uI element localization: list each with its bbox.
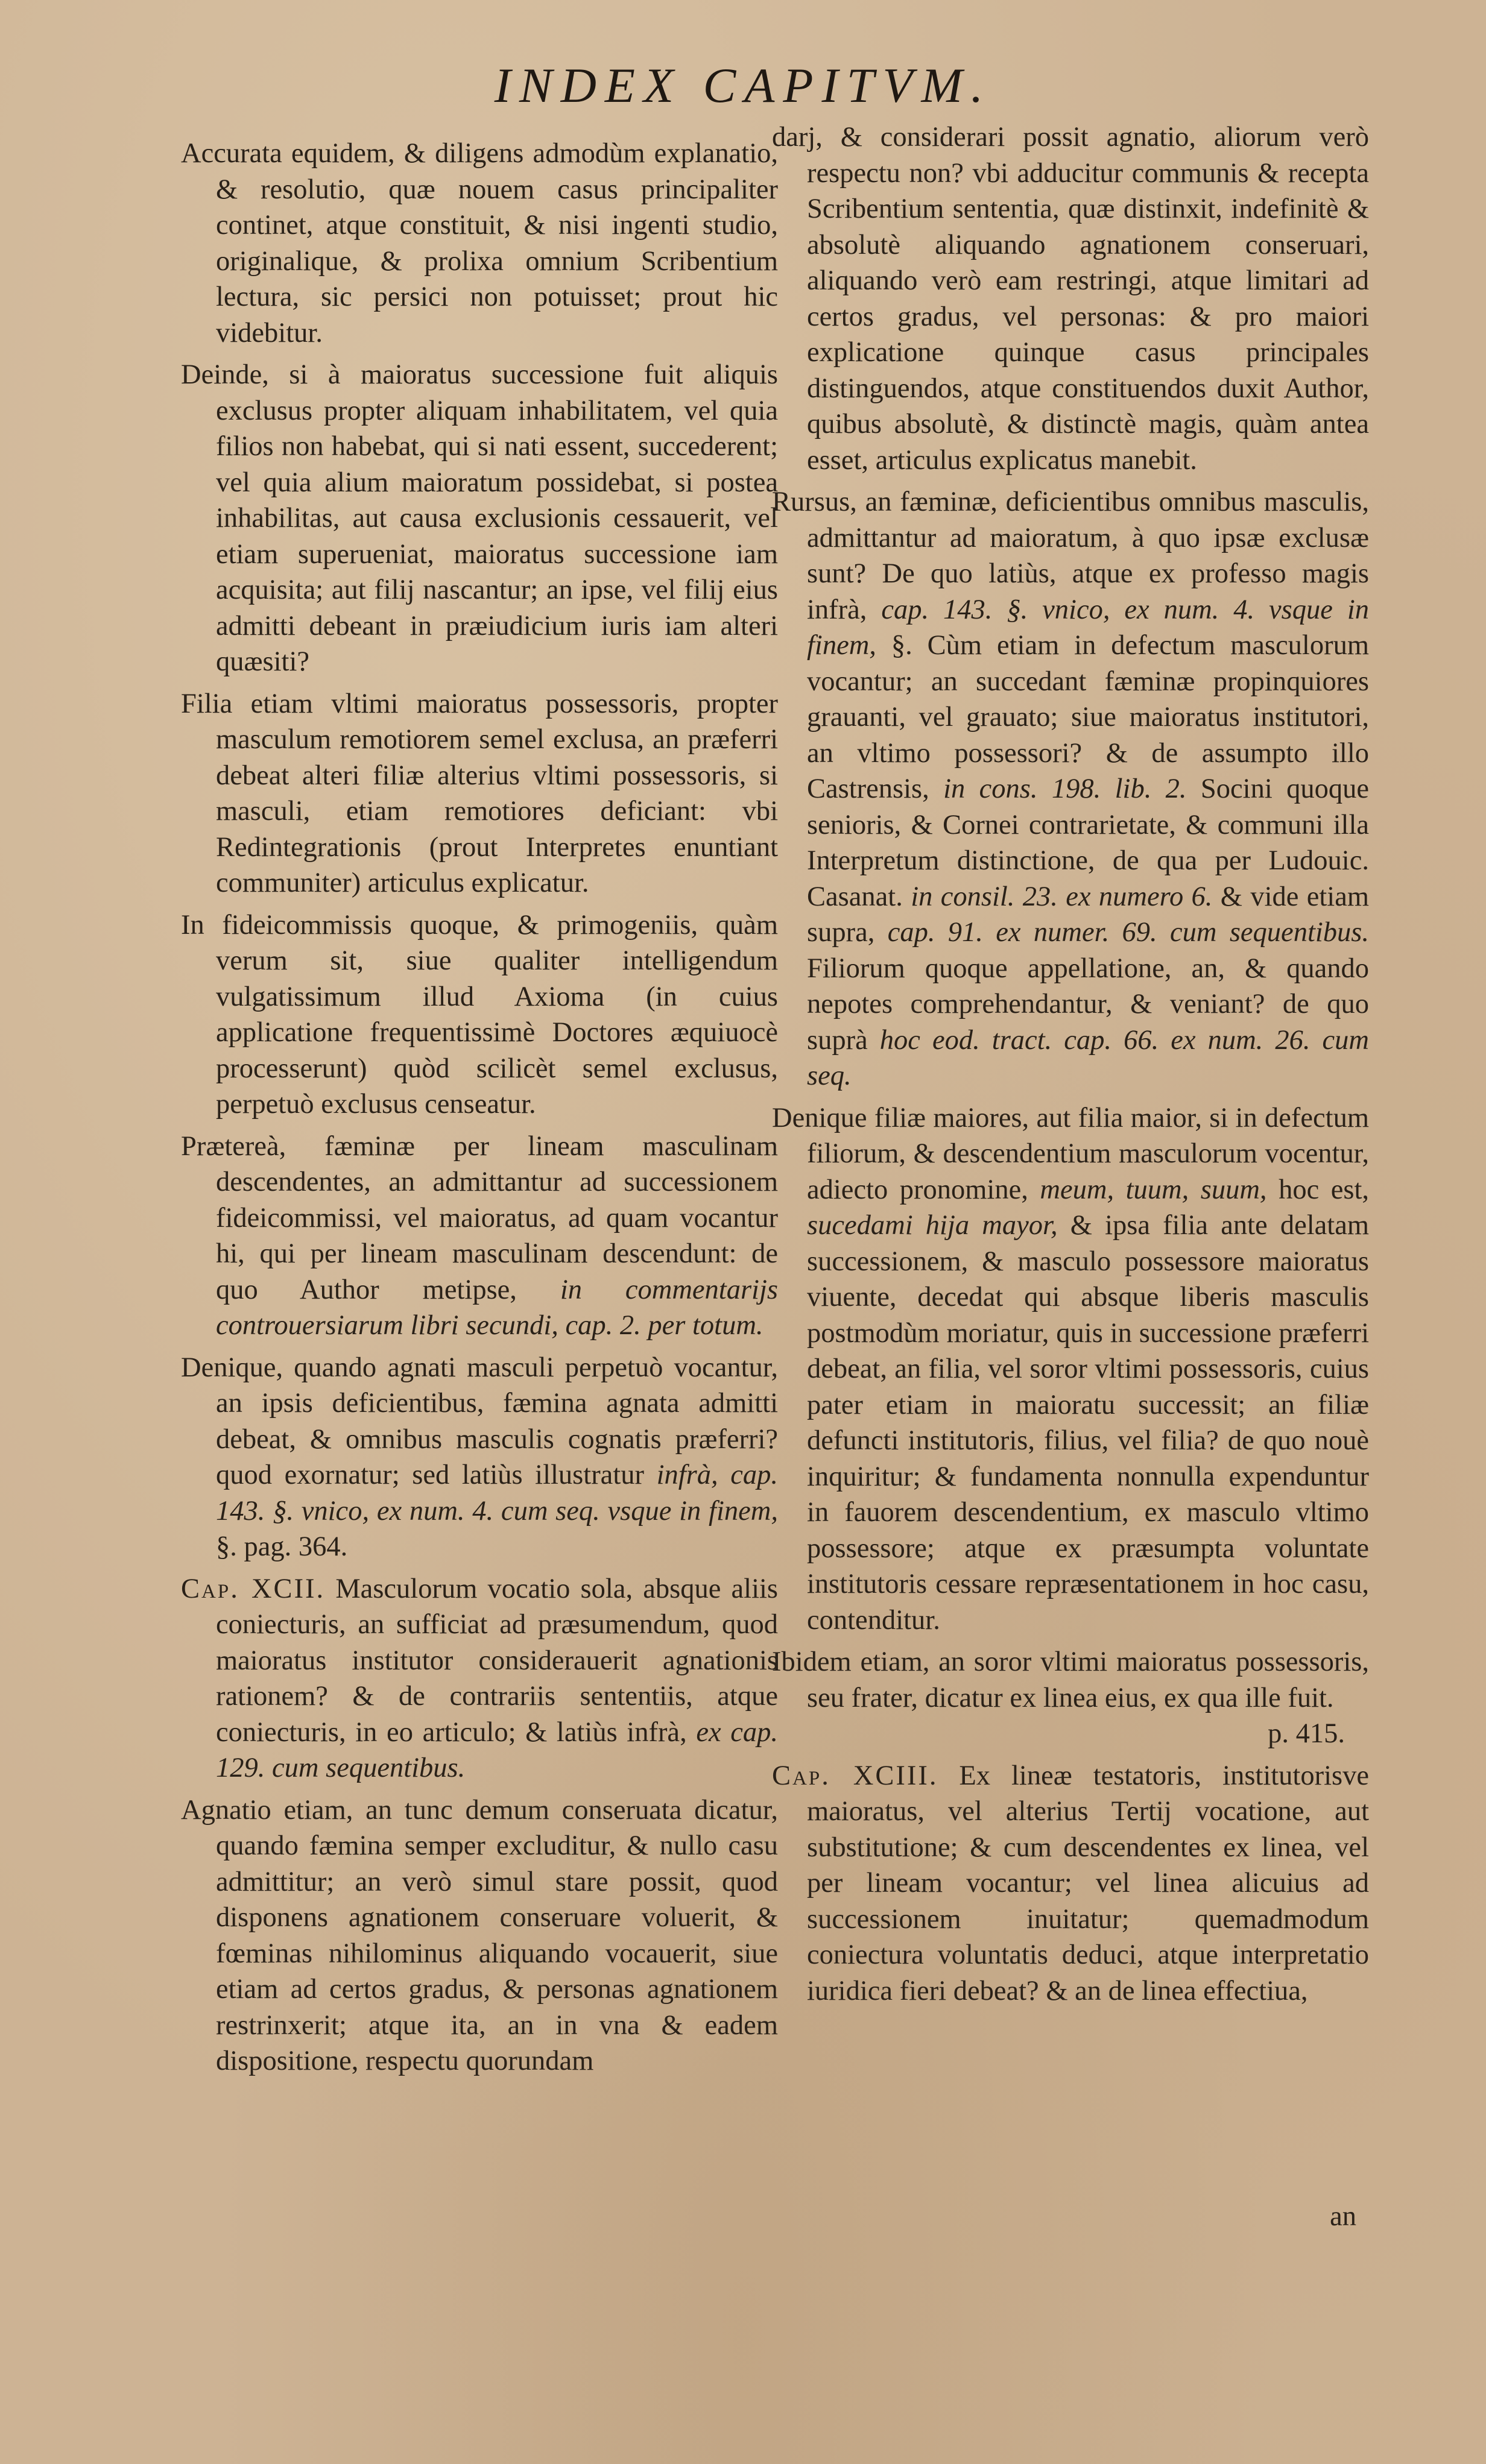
entry-text: Deinde, si à maioratus successione fuit aliquis exclusus propter aliquam inhabilitatem, vel quia filios non habebat, qui si nati essent, succederent; vel quia alium maioratum possidebat, si postea inhabilitas, aut causa exclusionis cessauerit, vel etiam superueniat, maioratus successione iam acquisita; aut filij nascantur; an ipse, vel filij eius admitti debeant in præiudicium iuris iam alteri quæsiti? xyxy=(181,359,778,677)
index-entry xyxy=(181,1350,778,1565)
entry-text: Rursus, an fæminæ, deficientibus omnibus masculis, admittantur ad maioratum, à quo ipsæ exclusæ sunt? De quo latiùs, atque ex professo magis infrà, xyxy=(772,487,1369,625)
entry-text: & ipsa filia ante delatam successionem, & masculo possessore maioratus viuente, decedat qui absque liberis masculis postmodùm moriatur, quis in successione præferri debeat, an filia, vel soror vltimi possessoris, cuius pater etiam in maioratu successit; an filiæ defuncti institutoris, filius, vel filia? de quo nouè inquiritur; & fundamenta nonnulla expenduntur in fauorem descendentium, ex masculo vltimo possessore; atque ex præsumpta voluntate institutoris cessare repræsentationem in hoc casu, contenditur. xyxy=(807,1210,1370,1636)
citation: ex cap. 129. cum sequentibus. xyxy=(216,1716,778,1783)
citation: infrà, cap. 143. §. vnico, ex num. 4. cum seq. vsque in finem, xyxy=(216,1460,778,1527)
entry-text: Filiorum quoque appellatione, an, & quando nepotes comprehendantur, & veniant? de quo suprà xyxy=(807,953,1369,1056)
entry-text: Ibidem etiam, an soror vltimi maioratus possessoris, seu frater, dicatur ex linea eius, ex qua ille fuit. xyxy=(772,1646,1369,1713)
citation: meum, tuum, suum, xyxy=(1040,1174,1267,1205)
entry-text: Accurata equidem, & diligens admodùm explanatio, & resolutio, quæ nouem casus principaliter continet, atque constituit, & nisi ingenti studio, originalique, & prolixa omnium Scribentium lectura, sic persici non potuisset; prout hic videbitur. xyxy=(181,138,778,348)
entry-text: Denique filiæ maiores, aut filia maior, si in defectum filiorum, & descendentium masculorum vocentur, adiecto pronomine, xyxy=(772,1102,1369,1205)
entry-text: Ex lineæ testatoris, institutorisve maioratus, vel alterius Tertij vocatione, aut substitutione; & cum descendentes ex linea, vel per lineam vocantur; vel linea alicuius ad successionem inuitatur; quemadmodum coniectura voluntatis deduci, atque interpretatio iuridica fieri debeat? & an de linea effectiua, xyxy=(807,1760,1369,2006)
left-column xyxy=(181,136,778,2085)
entry-text: & vide etiam supra, xyxy=(807,881,1370,948)
chapter-entry xyxy=(772,1758,1369,2009)
index-entry xyxy=(181,686,778,901)
index-entry xyxy=(772,119,1369,478)
right-column xyxy=(772,119,1369,2015)
chapter-entry xyxy=(181,1571,778,1786)
index-entry xyxy=(181,1792,778,2079)
entry-text: Prætereà, fæminæ per lineam masculinam descendentes, an admittantur ad successionem fideicommissi, vel maioratus, ad quam vocantur hi, qui per lineam masculinam descendunt: de quo Author metipse, xyxy=(181,1130,778,1305)
citation: in consil. 23. ex numero 6. xyxy=(911,881,1213,912)
chapter-heading: Cap. XCIII. xyxy=(772,1760,938,1791)
entry-text: Denique, quando agnati masculi perpetuò vocantur, an ipsis deficientibus, fæmina agnata admitti debeat, & omnibus masculis cognatis præferri? quod exornatur; sed latiùs illustratur xyxy=(181,1352,778,1490)
citation: sucedami hija mayor, xyxy=(807,1210,1058,1241)
citation: in cons. 198. lib. 2. xyxy=(943,774,1187,804)
entry-text: hoc est, xyxy=(1279,1174,1370,1205)
catchword: an xyxy=(1330,2201,1356,2232)
entry-text: Filia etiam vltimi maioratus possessoris, propter masculum remotiorem semel exclusa, an præferri debeat alteri filiæ alterius vltimi possessoris, si masculi, etiam remotiores deficiant: vbi Redintegrationis (prout Interpretes enuntiant communiter) articulus explicatur. xyxy=(181,688,778,898)
entry-text: darj, & considerari possit agnatio, aliorum verò respectu non? vbi adducitur communis & recepta Scribentium sententia, quæ distinxit, indefinitè & absolutè aliquando agnationem conseruari, aliquando verò eam restringi, atque limitari ad certos gradus, vel personas: & pro maiori explicatione quinque casus principales distinguendos, atque constituendos duxit Author, quibus absolutè, & distinctè magis, quàm antea esset, articulus explicatus manebit. xyxy=(772,122,1369,476)
chapter-heading: Cap. XCII. xyxy=(181,1573,326,1604)
entry-text: Socini quoque senioris, & Cornei contrarietate, & communi illa Interpretum distinctione, de qua per Ludouic. Casanat. xyxy=(807,774,1370,912)
citation: cap. 91. ex numer. 69. cum sequentibus. xyxy=(887,917,1369,948)
citation: cap. 143. §. vnico, ex num. 4. vsque in finem, xyxy=(807,594,1369,661)
citation: in commentarijs controuersiarum libri secundi, cap. 2. per totum. xyxy=(216,1274,778,1341)
index-entry xyxy=(181,357,778,680)
index-entry xyxy=(772,1100,1369,1639)
index-entry xyxy=(772,1644,1369,1752)
entry-text: §. pag. 364. xyxy=(216,1531,348,1562)
index-entry xyxy=(772,484,1369,1094)
index-entry xyxy=(181,136,778,351)
citation: hoc eod. tract. cap. 66. ex num. 26. cum seq. xyxy=(807,1024,1370,1091)
index-entry xyxy=(181,1129,778,1344)
entry-text: In fideicommissis quoque, & primogeniis, quàm verum sit, siue qualiter intelligendum vulgatissimum illud Axioma (in cuius applicatione frequentissimè Doctores æquiuocè processerunt) quòd scilicèt semel exclusus, perpetuò exclusus censeatur. xyxy=(181,909,778,1120)
entry-text: Agnatio etiam, an tunc demum conseruata dicatur, quando fæmina semper excluditur, & nullo casu admittitur; an verò simul stare possit, quod disponens agnationem conseruare voluerit, & fœminas nihilominus aliquando vocauerit, siue etiam ad certos gradus, & personas agnationem restrinxerit; atque ita, an in vna & eadem dispositione, respectu quorundam xyxy=(181,1794,778,2076)
entry-text: Masculorum vocatio sola, absque aliis coniecturis, an sufficiat ad præsumendum, quod maioratus institutor considerauerit agnationis rationem? & de contrariis sententiis, atque coniecturis, in eo articulo; & latiùs infrà, xyxy=(216,1573,778,1748)
index-entry xyxy=(181,907,778,1123)
page-reference: p. 415. xyxy=(1268,1718,1345,1749)
page-title: INDEX CAPITVM. xyxy=(494,58,992,113)
entry-text: §. Cùm etiam in defectum masculorum vocantur; an succedant fæminæ propinquiores grauanti, vel grauato; siue maioratus institutori, an vltimo possessori? & de assumpto illo Castrensis, xyxy=(807,630,1369,804)
